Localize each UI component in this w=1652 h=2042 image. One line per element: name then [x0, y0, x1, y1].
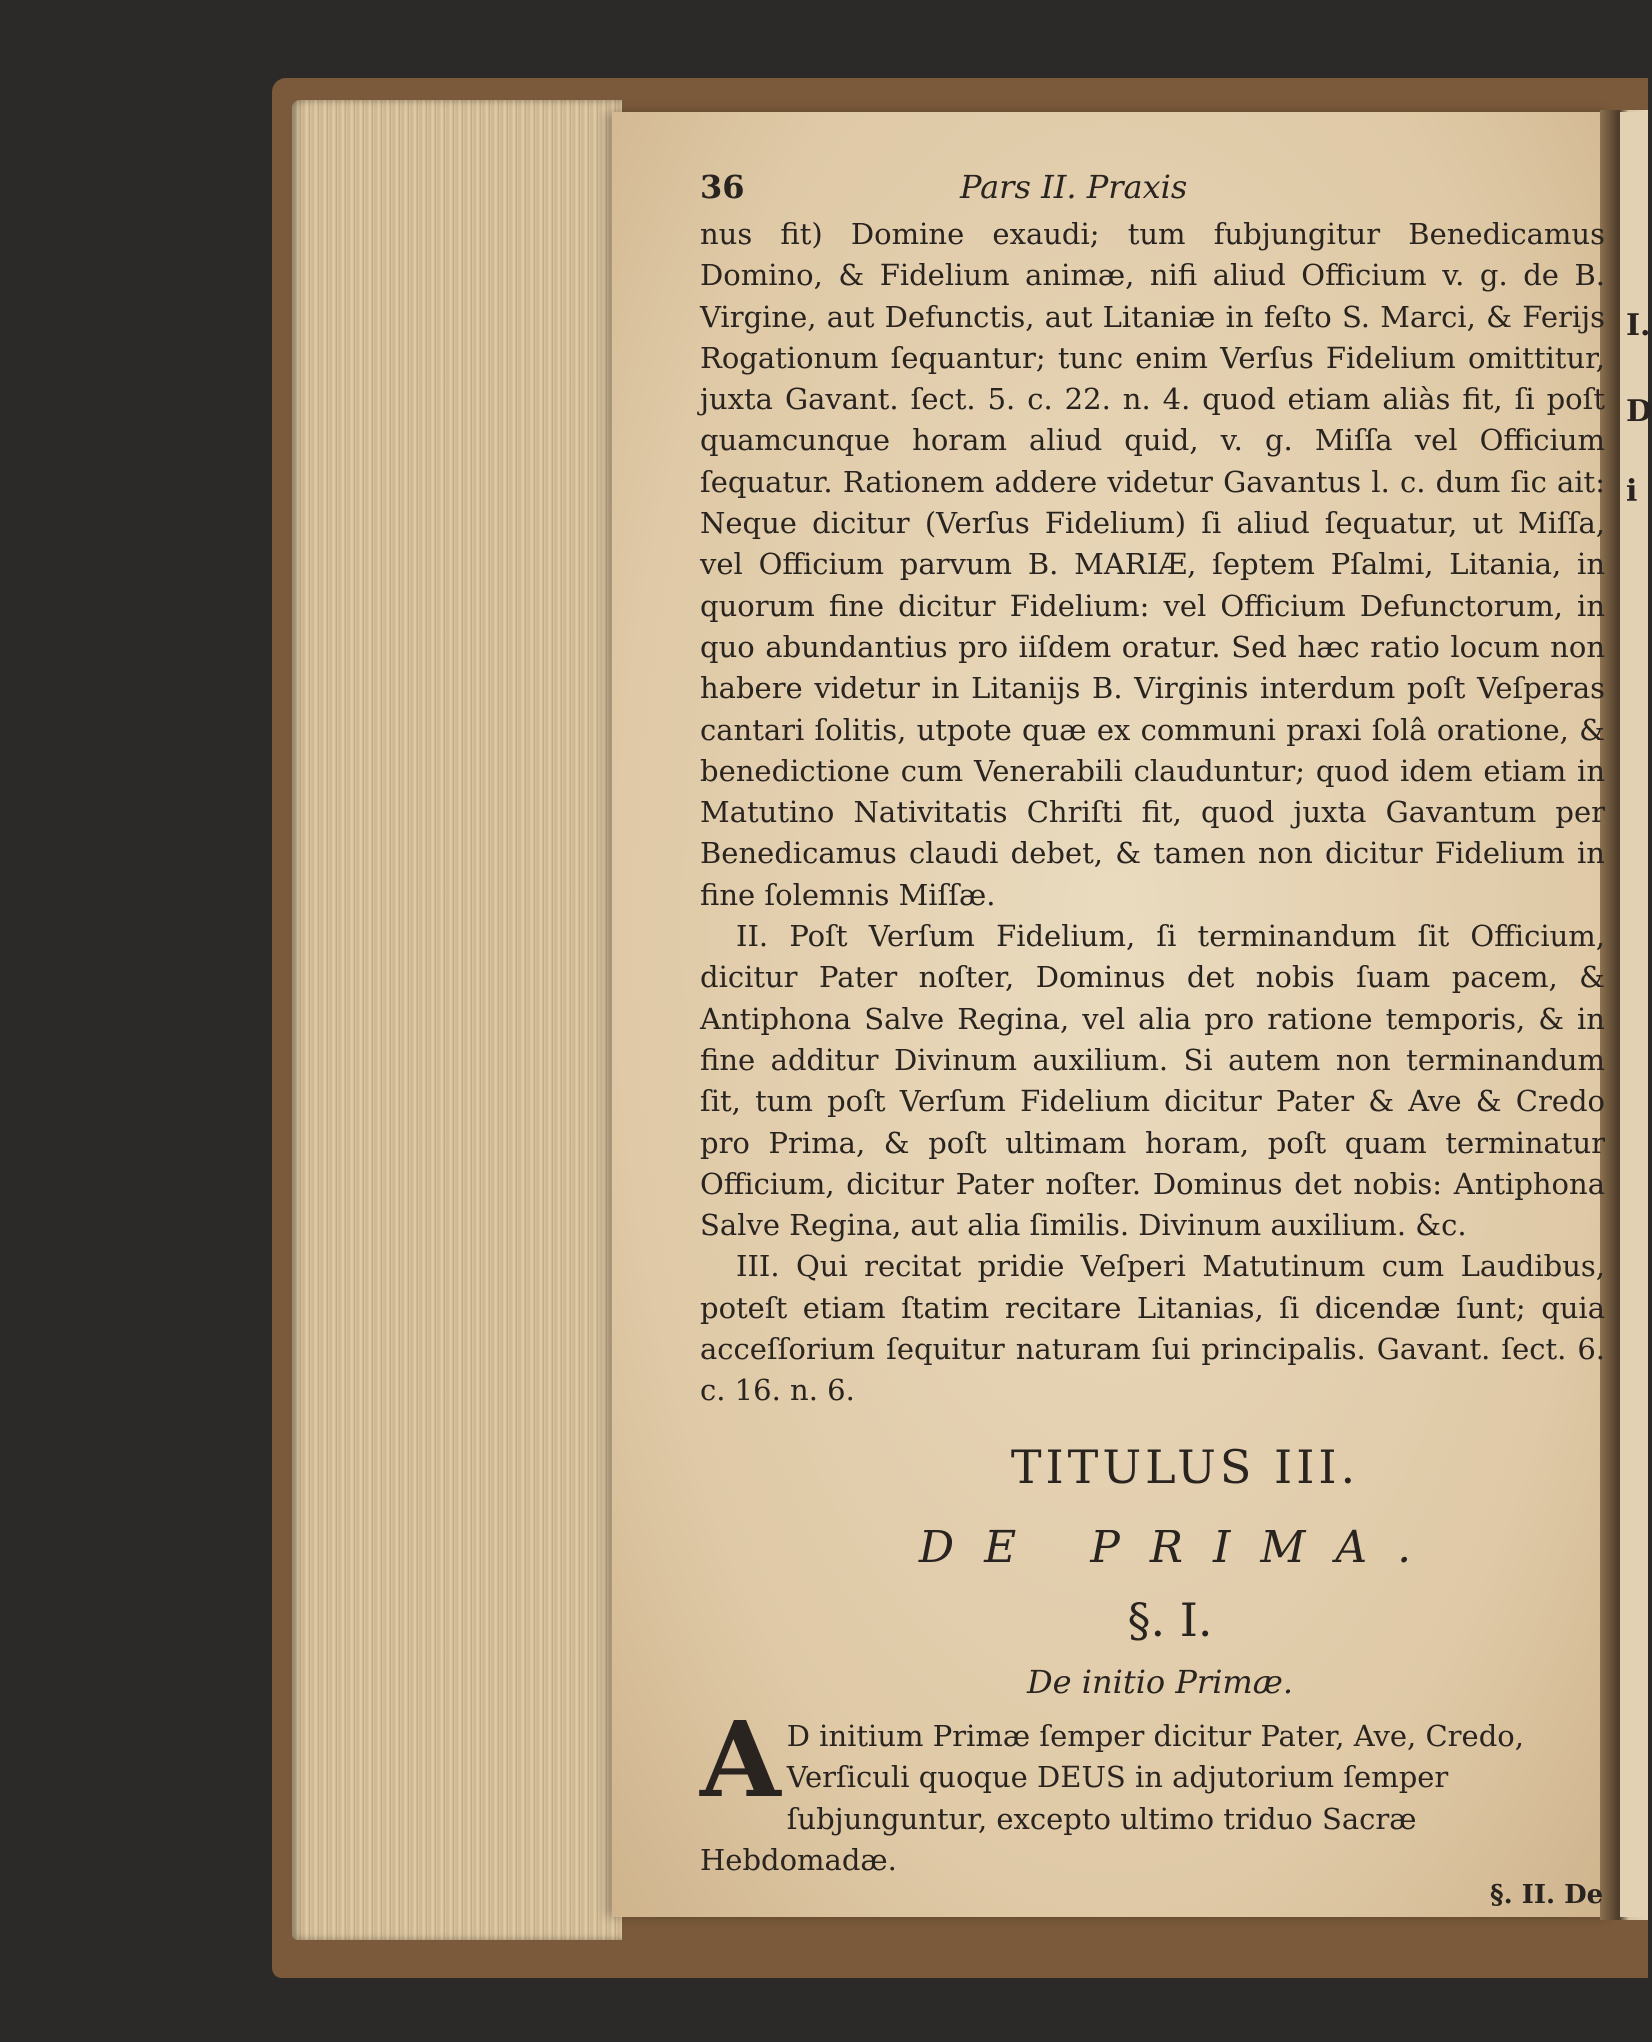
running-title: Pars II. Praxis: [960, 168, 1188, 206]
chapter-title: TITULUS III.: [1010, 1440, 1360, 1494]
section-number: §. I.: [1127, 1593, 1213, 1647]
paragraph-3: III. Qui recitat pridie Veſperi Matutinum cum Laudibus, poteſt etiam ſtatim recitare Litanias, ſi dicendæ ſunt; quia acceſſorium ſequitur naturam ſui principalis. Gavant. ſect. 6. c. 16. n. 6.: [700, 1249, 1605, 1408]
body-text: [700, 214, 1605, 1412]
page-header: [700, 168, 1580, 212]
catchword: §. II. De: [1490, 1880, 1604, 1910]
final-paragraph-text: D initium Primæ ſemper dicitur Pater, Ave, Credo, Verſiculi quoque DEUS in adjutorium ſemper ſubjunguntur, excepto ultimo triduo Sacræ Hebdomadæ.: [700, 1719, 1524, 1877]
paragraph-2: II. Poſt Verſum Fidelium, ſi terminandum ſit Officium, dicitur Pater noſter, Dominus det nobis ſuam pacem, & Antiphona Salve Regina, vel alia pro ratione temporis, & in fine additur Divinum auxilium. Si autem non terminandum ſit, tum poſt Verſum Fidelium dicitur Pater & Ave & Credo pro Prima, & poſt ultimam horam, poſt quam terminatur Officium, dicitur Pater noſter. Dominus det nobis: Antiphona Salve Regina, aut alia ſimilis. Divinum auxilium. &c.: [700, 919, 1605, 1243]
facing-fragment: I.: [1626, 308, 1651, 343]
final-paragraph: [700, 1698, 1600, 1881]
facing-fragment: i: [1626, 474, 1638, 509]
chapter-subject: DE PRIMA.: [918, 1522, 1442, 1573]
drop-cap: A: [700, 1698, 781, 1821]
section-title: De initio Primæ.: [1026, 1663, 1294, 1701]
chapter-title-block: [700, 1440, 1600, 1701]
page-edges: [292, 100, 622, 1940]
paragraph-1: nus fit) Domine exaudi; tum fubjungitur Benedicamus Domino, & Fidelium animæ, nifi aliud Officium v. g. de B. Virgine, aut Defunctis, aut Litaniæ in feſto S. Marci, & Ferijs Rogationum ſequantur; tunc enim Verſus Fidelium omittitur, juxta Gavant. ſect. 5. c. 22. n. 4. quod etiam aliàs fit, ſi poſt quamcunque horam aliud quid, v. g. Miſſa vel Officium ſequatur. Rationem addere videtur Gavantus l. c. dum ſic ait: Neque dicitur (Verſus Fidelium) ſi aliud ſequatur, ut Miſſa, vel Officium parvum B. MARIÆ, ſeptem Pſalmi, Litania, in quorum fine dicitur Fidelium: vel Officium Defunctorum, in quo abundantius pro iiſdem oratur. Sed hæc ratio locum non habere videtur in Litanijs B. Virginis interdum poſt Veſperas cantari ſolitis, utpote quæ ex communi praxi ſolâ oratione, & benedictione cum Venerabili clauduntur; quod idem etiam in Matutino Nativitatis Chriſti fit, quod juxta Gavantum per Benedicamus claudi debet, & tamen non dicitur Fidelium in fine ſolemnis Miſſæ.: [700, 217, 1605, 912]
facing-page: [1620, 112, 1652, 1917]
facing-fragment: D: [1626, 394, 1652, 429]
page-number: 36: [700, 168, 745, 206]
